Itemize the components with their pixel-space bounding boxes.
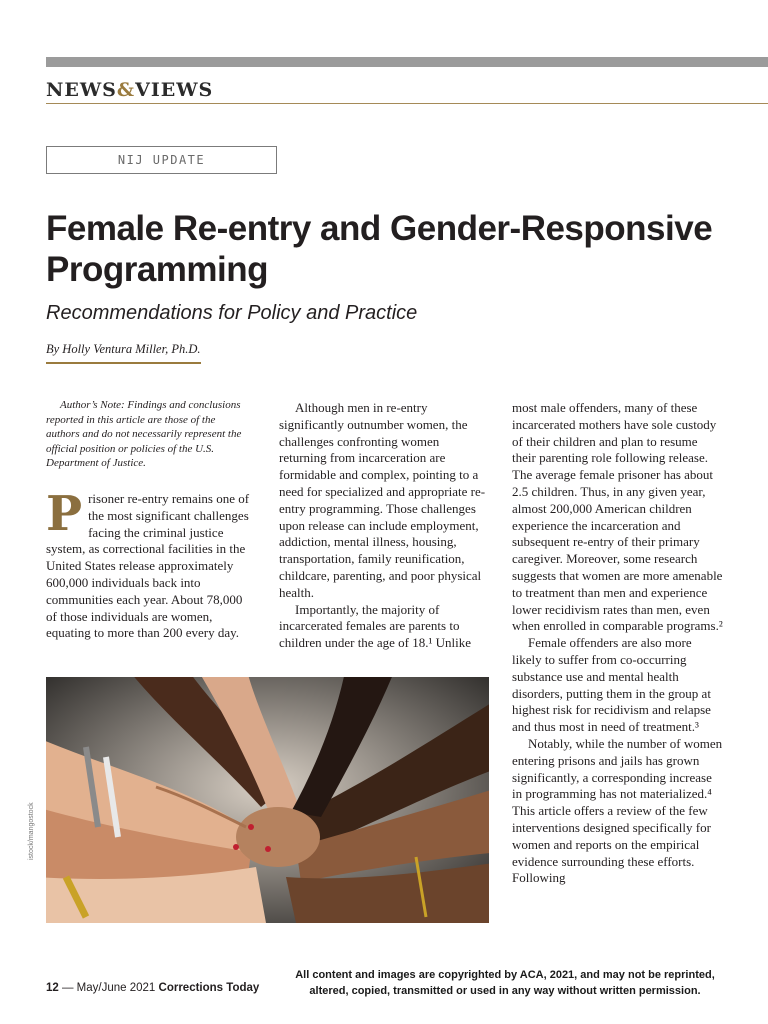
body-paragraph: Female offenders are also more likely to suffer from co-occurring substance use and mental health disorders, putting them in the group at highest risk for recidivism and relapse and thus most in need of treatment.³ [512, 635, 711, 735]
page-number: 12 [46, 982, 59, 994]
intro-text: risoner re-entry remains one of the most significant challenges facing the criminal justice system, as correctional facilities in the United States release approximately 600,000 individuals back into communities each year. About 78,000 of those individuals are women, equating to more than 200 every day. [46, 490, 250, 641]
issue-date: — May/June 2021 [58, 982, 159, 994]
body-paragraph: most male offenders, many of these incarcerated mothers have sole custody of their children and plan to resume their parenting role following release. The average female prisoner has about 2.5 children. Thus, in any given year, almost 200,000 American children experience the incarceration and subsequent re-entry of their primary caregiver. Moreover, some research suggests that women are more amenable to treatment than men and experience lower recidivism rates than men, even when enrolled in comparable programs.² [512, 400, 723, 634]
copyright-notice: All content and images are copyrighted by ACA, 2021, and may not be reprinted, altered, copied, transmitted or used in any way without written permission. [295, 969, 715, 997]
nij-update-label: NIJ UPDATE [46, 146, 277, 174]
intro-paragraph [46, 485, 251, 642]
article-title: Female Re-entry and Gender-Responsive Programming [46, 209, 713, 289]
column-3 [512, 400, 724, 887]
magazine-name: Corrections Today [158, 982, 260, 994]
section-header [46, 79, 213, 101]
article-subtitle: Recommendations for Policy and Practice [46, 302, 418, 324]
body-paragraph: Notably, while the number of women entering prisons and jails has grown significantly, a corresponding increase in programming has not materialized.⁴ This article offers a review of the few interventions designed specifically for women and reports on the empirical evidence surrounding these efforts. Following [512, 735, 723, 886]
column-1 [46, 398, 251, 642]
section-header-news: NEWS [46, 79, 117, 101]
section-divider [46, 103, 768, 104]
section-header-ampersand: & [116, 79, 136, 101]
top-rule-bar [46, 57, 768, 67]
article-byline: By Holly Ventura Miller, Ph.D. [46, 342, 201, 364]
section-header-views: VIEWS [135, 79, 214, 101]
column-2 [279, 400, 489, 652]
body-paragraph: Although men in re-entry significantly outnumber women, the challenges confronting women returning from incarceration are formidable and complex, pointing to a need for specialized and appropriate re-entry programming. Those challenges upon release can include employment, addiction, mental illness, housing, transportation, family reunification, childcare, parenting, and poor physical health. [279, 400, 486, 600]
drop-cap: P [46, 485, 83, 542]
photo-credit: istock/mangostock [28, 802, 35, 860]
authors-note: Author’s Note: Findings and conclusions reported in this article are those of the authors and do not necessarily represent the official position or policies of the U.S. Department of Justice. [46, 399, 242, 470]
body-paragraph: Importantly, the majority of incarcerated females are parents to children under the age of 18.¹ Unlike [279, 601, 471, 651]
page-footer [46, 982, 259, 994]
stacked-hands-photo [46, 677, 489, 923]
stacked-hands-illustration [46, 677, 489, 923]
